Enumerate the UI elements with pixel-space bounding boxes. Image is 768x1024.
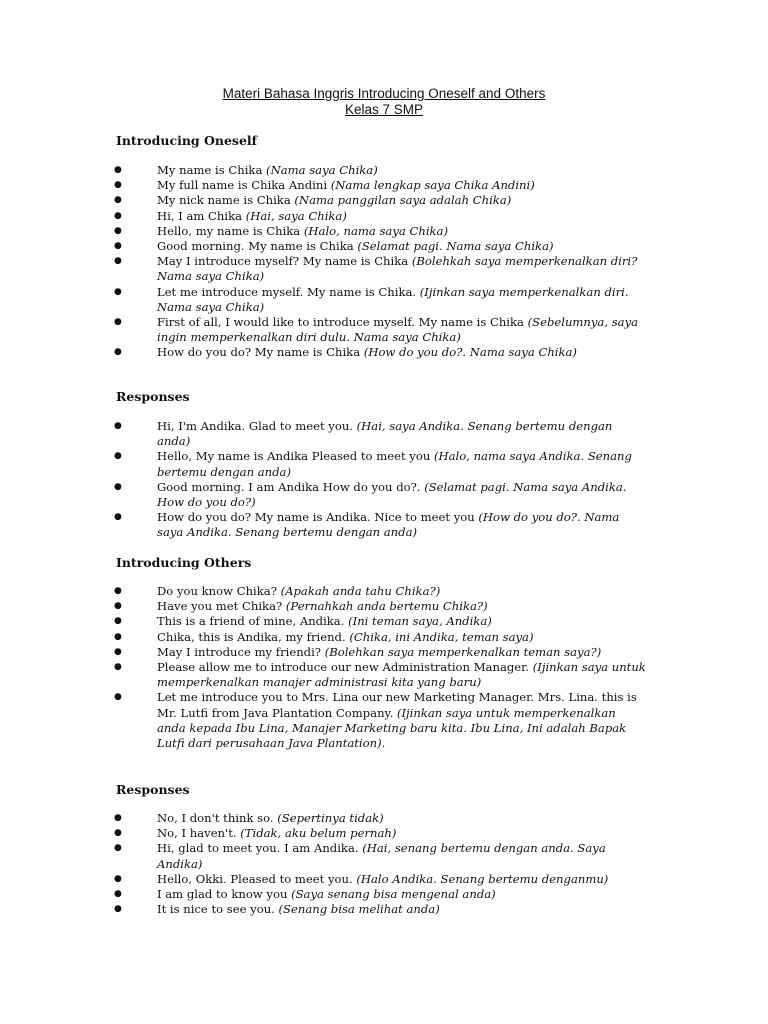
bullet-icon: ● <box>114 631 122 642</box>
indonesian-translation: (Ijinkan saya untuk memperkenalkan manajer administrasi kita yang baru) <box>157 660 646 690</box>
list-item <box>0 584 647 599</box>
indonesian-translation: (Tidak, aku belum pernah) <box>240 826 397 841</box>
section-heading-responses-oneself: Responses <box>116 389 190 404</box>
english-phrase: Hello, my name is Chika <box>157 223 304 238</box>
english-phrase: May I introduce my friendi? <box>157 644 325 659</box>
english-phrase: How do you do? My name is Andika. Nice to meet you <box>157 510 479 525</box>
list-item <box>0 178 647 193</box>
list-item <box>0 902 647 917</box>
indonesian-translation: (Ijinkan saya memperkenalkan diri. Nama saya Chika) <box>157 284 629 314</box>
bullet-icon: ● <box>114 646 122 657</box>
english-phrase: Good morning. My name is Chika <box>157 239 358 254</box>
indonesian-translation: (Hai, saya Chika) <box>245 208 347 223</box>
section-heading-introducing-others: Introducing Others <box>116 555 252 570</box>
list-item <box>0 841 647 871</box>
section-list-introducing-others <box>0 584 647 751</box>
bullet-icon: ● <box>114 662 122 673</box>
section-heading-responses-others: Responses <box>116 782 190 797</box>
english-phrase: Let me introduce myself. My name is Chika. <box>157 284 420 299</box>
english-phrase: Good morning. I am Andika How do you do?. <box>157 479 425 494</box>
list-item <box>0 285 647 315</box>
indonesian-translation: (Sepertinya tidak) <box>277 811 384 825</box>
indonesian-translation: (Halo Andika. Senang bertemu denganmu) <box>356 871 609 886</box>
list-item <box>0 239 647 254</box>
list-item <box>0 480 647 510</box>
bullet-icon: ● <box>114 286 122 297</box>
list-item <box>0 872 647 887</box>
bullet-icon: ● <box>114 317 122 328</box>
section-list-responses-others <box>0 811 647 917</box>
bullet-icon: ● <box>114 421 122 431</box>
indonesian-translation: (Ijinkan saya untuk memperkenalkan anda kepada Ibu Lina, Manajer Marketing baru kita. Ibu Lina, Ini adalah Bapak Lutfi dari perusahaan Java Plantation). <box>157 705 627 751</box>
indonesian-translation: (Pernahkah anda bertemu Chika?) <box>285 599 488 614</box>
indonesian-translation: (Nama saya Chika) <box>266 163 378 177</box>
indonesian-translation: (Chika, ini Andika, teman saya) <box>349 629 534 644</box>
indonesian-translation: (How do you do?. Nama saya Andika. Senang bertemu dengan anda) <box>157 510 620 540</box>
bullet-icon: ● <box>114 241 122 252</box>
indonesian-translation: (Sebelumnya, saya ingin memperkenalkan diri dulu. Nama saya Chika) <box>157 315 639 345</box>
indonesian-translation: (Bolehkan saya memperkenalkan teman saya?) <box>324 644 602 659</box>
title-line-2: Kelas 7 SMP <box>344 102 424 117</box>
bullet-icon: ● <box>114 256 122 267</box>
indonesian-translation: (Halo, nama saya Andika. Senang bertemu dengan anda) <box>157 449 632 479</box>
section-heading-introducing-oneself: Introducing Oneself <box>116 133 258 148</box>
list-item <box>0 630 647 645</box>
bullet-icon: ● <box>114 889 122 900</box>
english-phrase: Chika, this is Andika, my friend. <box>157 629 350 644</box>
bullet-icon: ● <box>114 180 122 191</box>
english-phrase: How do you do? My name is Chika <box>157 345 364 360</box>
english-phrase: No, I haven't. <box>157 826 241 841</box>
english-phrase: Hi, I'm Andika. Glad to meet you. <box>157 419 357 433</box>
list-item <box>0 163 647 178</box>
english-phrase: Hi, glad to meet you. I am Andika. <box>157 841 363 856</box>
indonesian-translation: (Senang bisa melihat anda) <box>278 902 440 917</box>
list-item <box>0 419 647 449</box>
english-phrase: Let me introduce you to Mrs. Lina our new Marketing Manager. Mrs. Lina. this is Mr. Lutfi from Java Plantation Company. <box>157 690 637 720</box>
list-item <box>0 209 647 224</box>
list-item <box>0 660 647 690</box>
list-item <box>0 510 647 540</box>
list-item <box>0 193 647 208</box>
indonesian-translation: (Halo, nama saya Chika) <box>303 223 448 238</box>
bullet-icon: ● <box>114 225 122 236</box>
english-phrase: No, I don't think so. <box>157 811 278 825</box>
list-item <box>0 254 647 284</box>
list-item <box>0 449 647 479</box>
english-phrase: Please allow me to introduce our new Administration Manager. <box>157 660 533 675</box>
list-item <box>0 690 647 751</box>
bullet-icon: ● <box>114 601 122 612</box>
indonesian-translation: (Bolehkah saya memperkenalkan diri? Nama saya Chika) <box>157 254 638 284</box>
english-phrase: My name is Chika <box>157 163 267 177</box>
indonesian-translation: (Selamat pagi. Nama saya Andika. How do you do?) <box>157 479 627 510</box>
indonesian-translation: (Nama panggilan saya adalah Chika) <box>294 193 512 208</box>
bullet-icon: ● <box>114 904 122 915</box>
bullet-icon: ● <box>114 828 122 839</box>
indonesian-translation: (Apakah anda tahu Chika?) <box>280 584 441 598</box>
english-phrase: Hello, Okki. Pleased to meet you. <box>157 871 357 886</box>
bullet-icon: ● <box>114 586 122 596</box>
list-item <box>0 345 647 360</box>
list-item <box>0 614 647 629</box>
indonesian-translation: (Hai, saya Andika. Senang bertemu dengan anda) <box>157 419 613 449</box>
bullet-icon: ● <box>114 843 122 854</box>
english-phrase: Do you know Chika? <box>157 584 281 598</box>
bullet-icon: ● <box>114 210 122 221</box>
bullet-icon: ● <box>114 347 122 358</box>
list-item <box>0 315 647 345</box>
indonesian-translation: (How do you do?. Nama saya Chika) <box>363 345 577 360</box>
english-phrase: May I introduce myself? My name is Chika <box>157 254 412 269</box>
title-line-1: Materi Bahasa Inggris Introducing Oneself and Others <box>222 86 546 101</box>
english-phrase: This is a friend of mine, Andika. <box>157 614 349 629</box>
bullet-icon: ● <box>114 481 122 492</box>
section-list-responses-oneself <box>0 419 647 541</box>
english-phrase: Hi, I am Chika <box>157 208 246 223</box>
list-item <box>0 811 647 826</box>
list-item <box>0 599 647 614</box>
bullet-icon: ● <box>114 512 122 523</box>
bullet-icon: ● <box>114 616 122 627</box>
english-phrase: First of all, I would like to introduce myself. My name is Chika <box>157 315 528 330</box>
bullet-icon: ● <box>114 195 122 206</box>
english-phrase: My full name is Chika Andini <box>157 178 331 193</box>
indonesian-translation: (Ini teman saya, Andika) <box>348 614 492 629</box>
document-title <box>0 86 768 118</box>
list-item <box>0 645 647 660</box>
section-list-introducing-oneself <box>0 163 647 361</box>
list-item <box>0 224 647 239</box>
bullet-icon: ● <box>114 813 122 823</box>
english-phrase: I am glad to know you <box>157 887 292 902</box>
indonesian-translation: (Hai, senang bertemu dengan anda. Saya Andika) <box>157 841 606 871</box>
list-item <box>0 887 647 902</box>
list-item <box>0 826 647 841</box>
english-phrase: It is nice to see you. <box>157 902 279 917</box>
indonesian-translation: (Nama lengkap saya Chika Andini) <box>330 178 535 193</box>
bullet-icon: ● <box>114 451 122 462</box>
indonesian-translation: (Selamat pagi. Nama saya Chika) <box>357 239 554 254</box>
english-phrase: Have you met Chika? <box>157 599 286 614</box>
bullet-icon: ● <box>114 873 122 884</box>
indonesian-translation: (Saya senang bisa mengenal anda) <box>291 887 496 902</box>
bullet-icon: ● <box>114 165 122 175</box>
english-phrase: My nick name is Chika <box>157 193 295 208</box>
bullet-icon: ● <box>114 692 122 703</box>
english-phrase: Hello, My name is Andika Pleased to meet you <box>157 449 434 464</box>
